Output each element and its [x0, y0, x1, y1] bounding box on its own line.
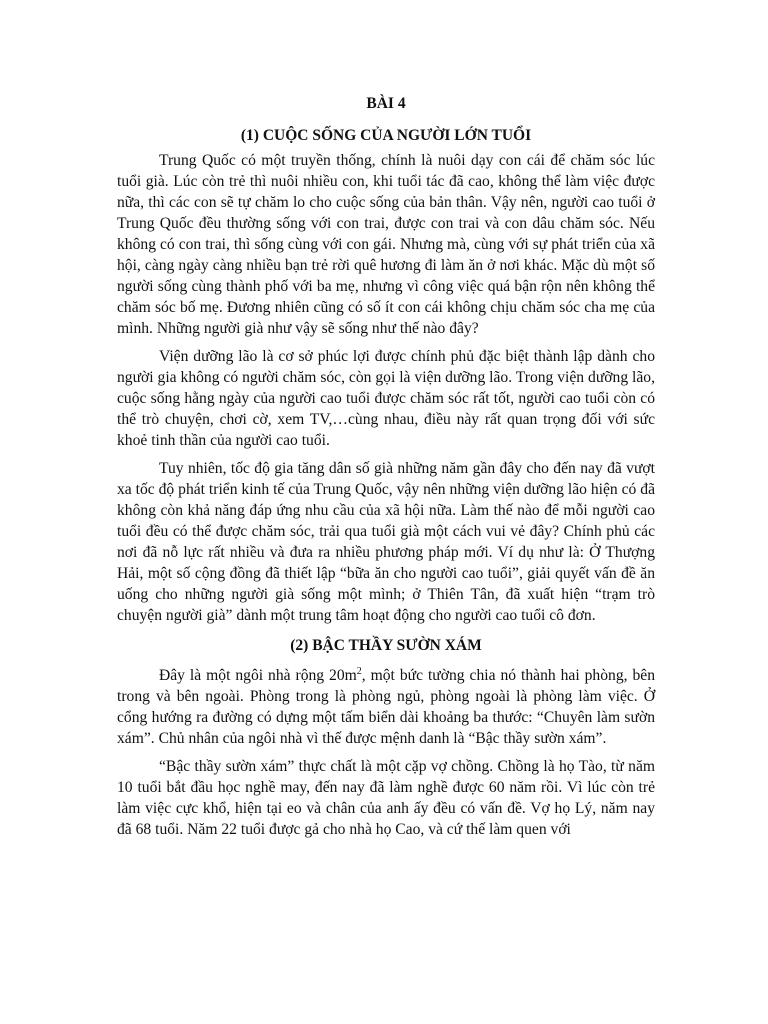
section-2-paragraph-1-text: Đây là một ngôi nhà rộng 20m [159, 667, 357, 684]
section-2-paragraph-2: “Bậc thầy sườn xám” thực chất là một cặp vợ chồng. Chồng là họ Tào, từ năm 10 tuổi bắt đầu học nghề may, đến nay đã làm nghề được 60 năm rồi. Vì lúc còn trẻ làm việc cực khổ, hiện tại eo và chân của anh ấy đều có vấn đề. Vợ họ Lý, năm nay đã 68 tuổi. Năm 22 tuổi được gả cho nhà họ Cao, và cứ thế làm quen với [117, 758, 655, 838]
section-2-title: (2) BẬC THẦY SƯỜN XÁM [290, 637, 482, 654]
section-1-paragraph-1: Trung Quốc có một truyền thống, chính là nuôi dạy con cái để chăm sóc lúc tuổi già. Lúc còn trẻ thì nuôi nhiều con, khi tuổi tác đã cao, không thể làm việc được nữa, thì các con sẽ tự chăm lo cho cuộc sống của bản thân. Vậy nên, người cao tuổi ở Trung Quốc đều thường sống với con trai, được con trai và con dâu chăm sóc. Nếu không có con trai, thì sống cùng với con gái. Nhưng mà, cùng với sự phát triển của xã hội, càng ngày càng nhiều bạn trẻ rời quê hương đi làm ăn ở nơi khác. Mặc dù một số người sống cùng thành phố với ba mẹ, nhưng vì công việc quá bận rộn nên không thể chăm sóc bố mẹ. Đương nhiên cũng có số ít con cái không chịu chăm sóc cha mẹ của mình. Những người già như vậy sẽ sống như thế nào đây? [117, 152, 655, 337]
section-1-paragraph-3: Tuy nhiên, tốc độ gia tăng dân số già những năm gần đây cho đến nay đã vượt xa tốc độ phát triển kinh tế của Trung Quốc, vậy nên những viện dưỡng lão hiện có đã không còn khả năng đáp ứng nhu cầu của xã hội nữa. Làm thế nào để mỗi người cao tuổi đều có thể được chăm sóc, trải qua tuổi già một cách vui vẻ đây? Chính phủ các nơi đã nỗ lực rất nhiều và đưa ra nhiều phương pháp mới. Ví dụ như là: Ở Thượng Hải, một số cộng đồng đã thiết lập “bữa ăn cho người cao tuổi”, giải quyết vấn đề ăn uống cho những người già sống một mình; ở Thiên Tân, đã xuất hiện “trạm trò chuyện người già” dành một trung tâm hoạt động cho người cao tuổi cô đơn. [117, 460, 655, 624]
document-page [117, 90, 655, 840]
section-2-paragraph-1-rest: , một bức tường chia nó thành hai phòng, bên trong và bên ngoài. Phòng trong là phòng ngủ, phòng ngoài là phòng làm việc. Ở cổng hướng ra đường có dựng một tấm biển dài khoảng ba thước: “Chuyên làm sườn xám”. Chủ nhân của ngôi nhà vì thế được mệnh danh là “Bậc thầy sườn xám”. [117, 667, 655, 747]
area-unit-superscript: 2 [356, 665, 362, 677]
section-1-paragraph-2: Viện dưỡng lão là cơ sở phúc lợi được chính phủ đặc biệt thành lập dành cho người gia không có người chăm sóc, còn gọi là viện dưỡng lão. Trong viện dưỡng lão, cuộc sống hằng ngày của người cao tuổi được chăm sóc rất tốt, người cao tuổi còn có thể trò chuyện, chơi cờ, xem TV,…cùng nhau, điều này rất quan trọng đối với sức khoẻ tinh thần của người cao tuổi. [117, 348, 655, 449]
section-2-paragraph-1 [117, 665, 655, 749]
section-1-title: (1) CUỘC SỐNG CỦA NGƯỜI LỚN TUỔI [240, 127, 532, 144]
lesson-title: BÀI 4 [366, 95, 406, 112]
